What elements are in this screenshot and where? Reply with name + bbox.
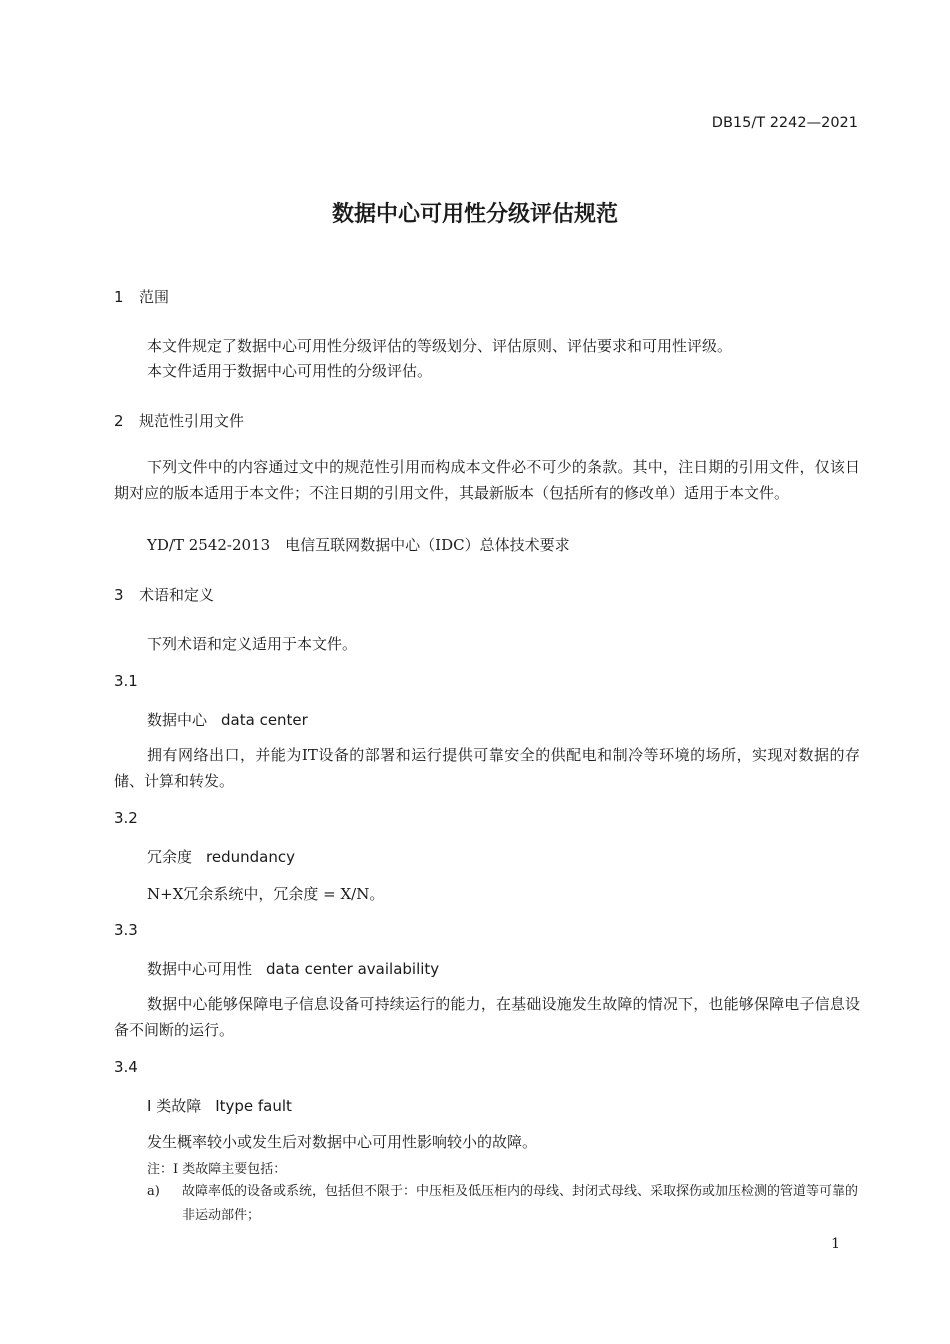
section-1-heading	[114, 286, 169, 307]
section-title: 规范性引用文件	[139, 412, 245, 430]
section-title: 术语和定义	[139, 586, 215, 604]
document-title: 数据中心可用性分级评估规范	[331, 202, 618, 227]
term-en: data center	[221, 711, 308, 729]
term-en: Itype fault	[215, 1097, 292, 1115]
section-number: 1	[114, 288, 124, 306]
section-title: 范围	[139, 288, 170, 306]
paragraph: 本文件适用于数据中心可用性的分级评估。	[147, 362, 433, 380]
term-zh: 冗余度	[147, 848, 193, 866]
term-zh: Ⅰ 类故障	[147, 1097, 202, 1115]
page-number: 1	[831, 1236, 840, 1252]
note: 注：Ⅰ 类故障主要包括：	[147, 1162, 287, 1177]
term-number: 3.4	[114, 1058, 138, 1076]
term-definition: 数据中心能够保障电子信息设备可持续运行的能力，在基础设施发生故障的情况下，也能够保障电子信息设备不间断的运行。	[114, 995, 860, 1039]
section-2-heading	[114, 410, 244, 431]
term-definition: 拥有网络出口，并能为IT设备的部署和运行提供可靠安全的供配电和制冷等环境的场所，实现对数据的存储、计算和转发。	[114, 746, 860, 790]
term-zh: 数据中心	[147, 711, 208, 729]
term-zh: 数据中心可用性	[147, 960, 253, 978]
term-entry	[147, 846, 295, 867]
term-number: 3.1	[114, 672, 138, 690]
document-number: DB15/T 2242—2021	[711, 115, 858, 131]
term-number: 3.2	[114, 809, 138, 827]
normative-reference: YD/T 2542-2013 电信互联网数据中心（IDC）总体技术要求	[147, 536, 570, 554]
term-entry	[147, 709, 308, 730]
term-en: data center availability	[266, 960, 440, 978]
term-entry	[147, 958, 439, 979]
section-3-heading	[114, 584, 214, 605]
term-definition: N+X冗余系统中，冗余度 = X/N。	[147, 885, 385, 903]
section-number: 2	[114, 412, 124, 430]
term-number: 3.3	[114, 921, 138, 939]
paragraph: 本文件规定了数据中心可用性分级评估的等级划分、评估原则、评估要求和可用性评级。	[147, 337, 733, 355]
section-number: 3	[114, 586, 124, 604]
term-entry	[147, 1095, 292, 1116]
list-item-text: 故障率低的设备或系统，包括但不限于：中压柜及低压柜内的母线、封闭式母线、采取探伤或加压检测的管道等可靠的非运动部件；	[182, 1184, 859, 1223]
list-item-label: a)	[147, 1184, 160, 1199]
term-en: redundancy	[206, 848, 295, 866]
paragraph: 下列文件中的内容通过文中的规范性引用而构成本文件必不可少的条款。其中，注日期的引用文件，仅该日期对应的版本适用于本文件；不注日期的引用文件，其最新版本（包括所有的修改单）适用于本文件。	[114, 458, 860, 502]
term-definition: 发生概率较小或发生后对数据中心可用性影响较小的故障。	[147, 1133, 538, 1151]
paragraph: 下列术语和定义适用于本文件。	[147, 635, 358, 653]
